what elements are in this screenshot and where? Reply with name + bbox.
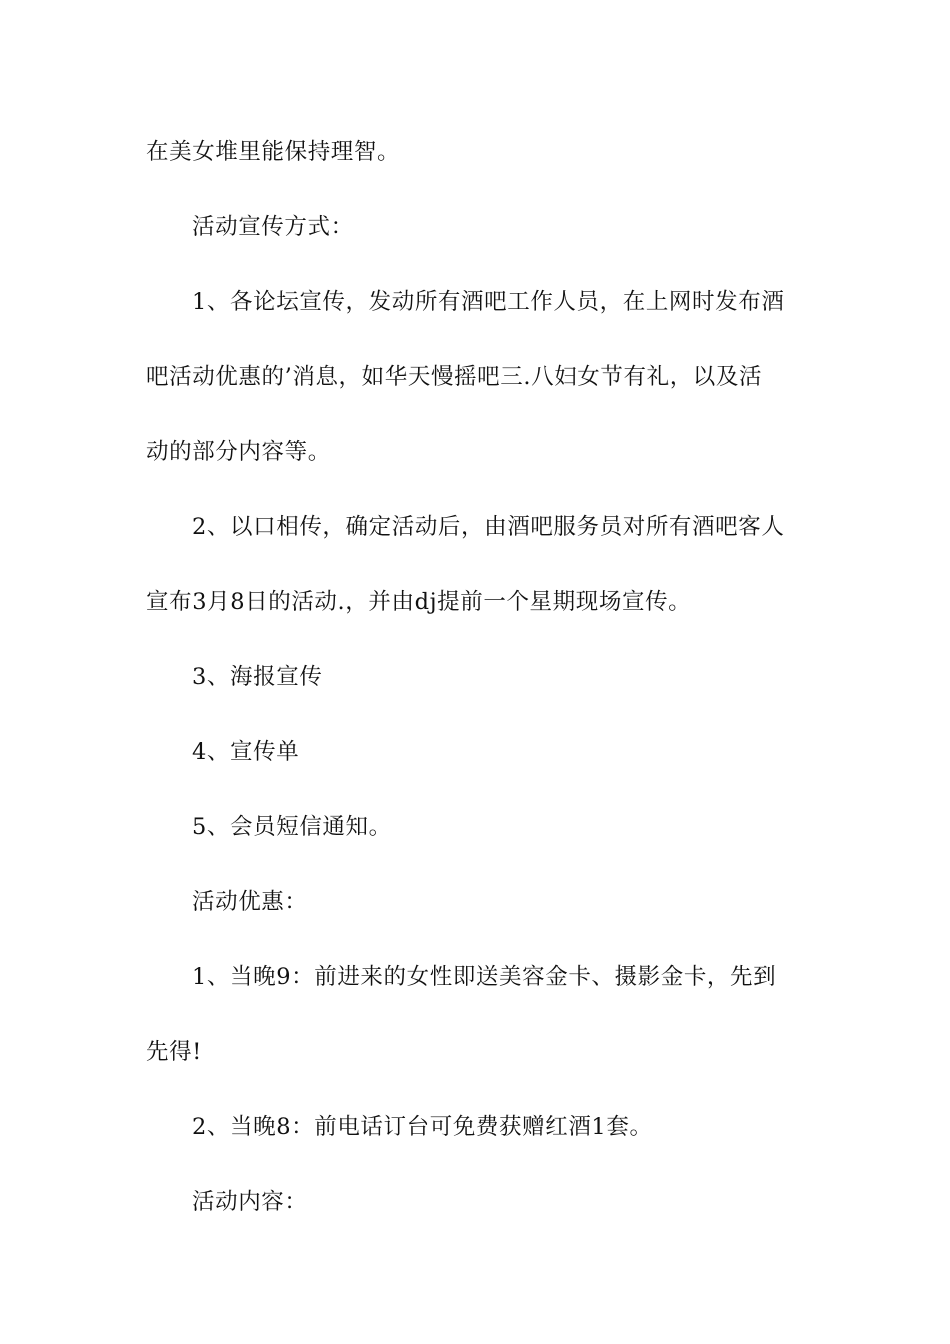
list-item-poster: 3、海报宣传 [192, 664, 323, 690]
section-heading-offers: 活动优惠： [192, 889, 308, 915]
paragraph-line: 宣布3月8日的活动.，并由dj提前一个星期现场宣传。 [146, 589, 692, 615]
list-item-word-of-mouth: 2、以口相传，确定活动后，由酒吧服务员对所有酒吧客人 [192, 514, 785, 540]
paragraph-line: 动的部分内容等。 [146, 439, 331, 465]
list-item-offer-2: 2、当晚8：前电话订台可免费获赠红酒1套。 [192, 1114, 653, 1140]
list-item-offer-1: 1、当晚9：前进来的女性即送美容金卡、摄影金卡，先到 [192, 964, 777, 990]
section-heading-content: 活动内容： [192, 1189, 308, 1215]
document-body [146, 128, 808, 1253]
paragraph-line: 在美女堆里能保持理智。 [146, 139, 401, 165]
paragraph-line: 吧活动优惠的’消息，如华天慢摇吧三.八妇女节有礼，以及活 [146, 364, 763, 390]
list-item-sms: 5、会员短信通知。 [192, 814, 392, 840]
list-item-flyer: 4、宣传单 [192, 739, 300, 765]
paragraph-line: 先得! [146, 1039, 202, 1065]
list-item-forum: 1、各论坛宣传，发动所有酒吧工作人员，在上网时发布酒 [192, 289, 785, 315]
section-heading-promotion: 活动宣传方式： [192, 214, 354, 240]
